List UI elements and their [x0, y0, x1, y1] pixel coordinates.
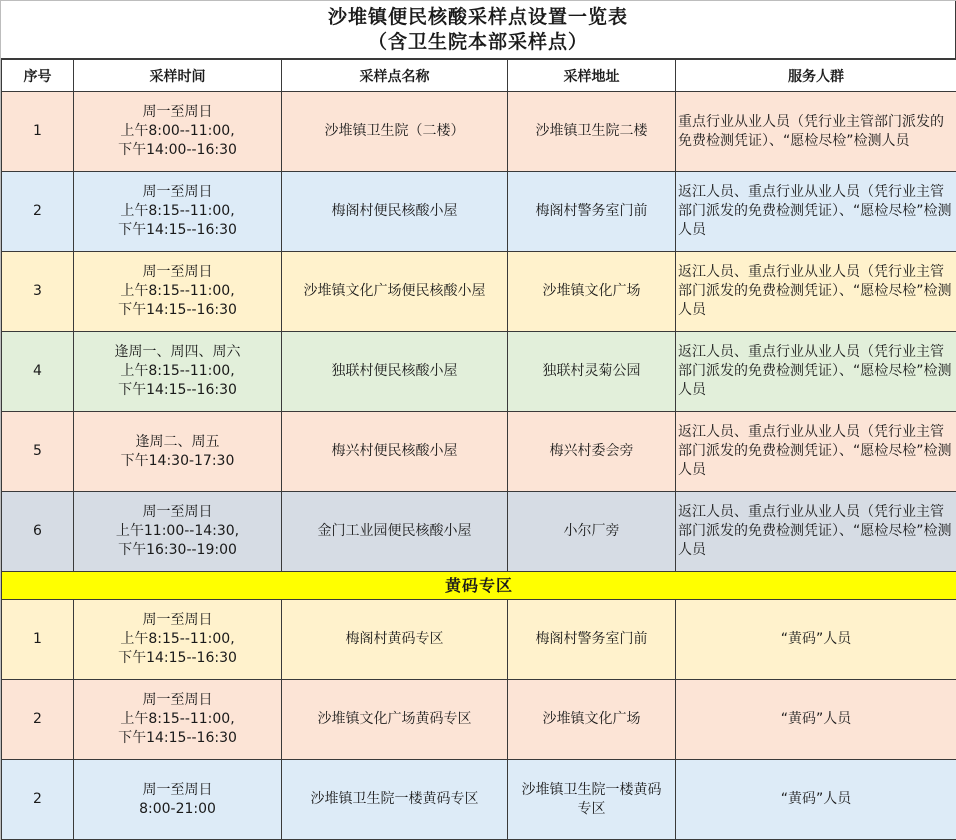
table-row	[2, 252, 956, 332]
table-row	[2, 92, 956, 172]
cell-address: 沙堆镇文化广场	[508, 252, 676, 332]
time-line: 周一至周日	[142, 104, 213, 120]
time-line: 逢周一、周四、周六	[114, 344, 241, 360]
cell-address: 沙堆镇卫生院一楼黄码专区	[508, 760, 676, 840]
cell-site-name: 独联村便民核酸小屋	[282, 332, 508, 412]
time-line: 周一至周日	[142, 504, 213, 520]
cell-no: 6	[2, 492, 74, 572]
header-no: 序号	[2, 60, 74, 92]
cell-address: 梅阁村警务室门前	[508, 600, 676, 680]
table-row	[2, 600, 956, 680]
header-name: 采样点名称	[282, 60, 508, 92]
time-line: 上午8:15--11:00,	[120, 631, 235, 647]
cell-service-group: “黄码”人员	[676, 680, 956, 760]
yellow-zone-row	[2, 572, 956, 600]
table-title: 沙堆镇便民核酸采样点设置一览表	[327, 6, 628, 28]
time-line: 逢周二、周五	[135, 433, 220, 450]
time-line: 下午14:15--16:30	[118, 730, 237, 746]
time-line: 上午8:15--11:00,	[120, 203, 235, 219]
cell-time	[74, 680, 282, 760]
cell-time	[74, 332, 282, 412]
cell-time	[74, 600, 282, 680]
cell-address: 梅阁村警务室门前	[508, 172, 676, 252]
cell-service-group: “黄码”人员	[676, 600, 956, 680]
table-row	[2, 760, 956, 840]
cell-service-group: 返江人员、重点行业从业人员（凭行业主管部门派发的免费检测凭证）、“愿检尽检”检测人员	[676, 172, 956, 252]
time-line: 周一至周日	[142, 781, 213, 798]
time-line: 下午14:15--16:30	[118, 650, 237, 666]
cell-service-group: 返江人员、重点行业从业人员（凭行业主管部门派发的免费检测凭证）、“愿检尽检”检测人员	[676, 412, 956, 492]
yellow-zone-rows	[2, 600, 956, 840]
table-row	[2, 332, 956, 412]
table-row	[2, 412, 956, 492]
cell-no: 3	[2, 252, 74, 332]
cell-site-name: 沙堆镇卫生院一楼黄码专区	[282, 760, 508, 840]
cell-no: 2	[2, 680, 74, 760]
table-row	[2, 172, 956, 252]
cell-service-group: 返江人员、重点行业从业人员（凭行业主管部门派发的免费检测凭证）、“愿检尽检”检测人员	[676, 252, 956, 332]
cell-address: 沙堆镇文化广场	[508, 680, 676, 760]
cell-site-name: 沙堆镇文化广场便民核酸小屋	[282, 252, 508, 332]
time-line: 8:00-21:00	[139, 800, 216, 817]
time-line: 周一至周日	[142, 692, 213, 708]
cell-site-name: 金门工业园便民核酸小屋	[282, 492, 508, 572]
cell-service-group: 返江人员、重点行业从业人员（凭行业主管部门派发的免费检测凭证）、“愿检尽检”检测人员	[676, 492, 956, 572]
time-line: 周一至周日	[142, 264, 213, 280]
time-line: 上午8:15--11:00,	[120, 711, 235, 727]
cell-site-name: 梅阁村便民核酸小屋	[282, 172, 508, 252]
time-line: 上午8:15--11:00,	[120, 363, 235, 379]
cell-site-name: 梅阁村黄码专区	[282, 600, 508, 680]
cell-no: 5	[2, 412, 74, 492]
table-row	[2, 680, 956, 760]
cell-no: 2	[2, 172, 74, 252]
header-row	[2, 60, 956, 92]
time-line: 周一至周日	[142, 184, 213, 200]
cell-service-group: 返江人员、重点行业从业人员（凭行业主管部门派发的免费检测凭证）、“愿检尽检”检测人员	[676, 332, 956, 412]
cell-no: 2	[2, 760, 74, 840]
time-line: 下午16:30--19:00	[118, 542, 237, 558]
header-service: 服务人群	[676, 60, 956, 92]
time-line: 上午11:00--14:30,	[115, 523, 240, 539]
cell-time	[74, 172, 282, 252]
cell-service-group: “黄码”人员	[676, 760, 956, 840]
yellow-zone-label: 黄码专区	[2, 572, 956, 600]
cell-time	[74, 760, 282, 840]
cell-no: 4	[2, 332, 74, 412]
cell-time	[74, 492, 282, 572]
cell-service-group: 重点行业从业人员（凭行业主管部门派发的免费检测凭证）、“愿检尽检”检测人员	[676, 92, 956, 172]
cell-address: 梅兴村委会旁	[508, 412, 676, 492]
time-line: 周一至周日	[142, 612, 213, 628]
cell-site-name: 沙堆镇文化广场黄码专区	[282, 680, 508, 760]
header-address: 采样地址	[508, 60, 676, 92]
table-row	[2, 492, 956, 572]
cell-address: 小尔厂旁	[508, 492, 676, 572]
time-line: 下午14:15--16:30	[118, 222, 237, 238]
table-subtitle: （含卫生院本部采样点）	[367, 31, 588, 53]
cell-no: 1	[2, 600, 74, 680]
cell-site-name: 沙堆镇卫生院（二楼）	[282, 92, 508, 172]
time-line: 上午8:15--11:00,	[120, 283, 235, 299]
cell-no: 1	[2, 92, 74, 172]
cell-time	[74, 92, 282, 172]
time-line: 下午14:30-17:30	[120, 452, 235, 469]
time-line: 下午14:15--16:30	[118, 382, 237, 398]
header-time: 采样时间	[74, 60, 282, 92]
table-title-block	[1, 1, 956, 59]
time-line: 下午14:00--16:30	[118, 142, 237, 158]
cell-address: 沙堆镇卫生院二楼	[508, 92, 676, 172]
cell-site-name: 梅兴村便民核酸小屋	[282, 412, 508, 492]
time-line: 下午14:15--16:30	[118, 302, 237, 318]
sampling-sites-table	[1, 59, 956, 840]
cell-time	[74, 412, 282, 492]
cell-address: 独联村灵菊公园	[508, 332, 676, 412]
main-rows	[2, 92, 956, 572]
time-line: 上午8:00--11:00,	[120, 123, 235, 139]
cell-time	[74, 252, 282, 332]
